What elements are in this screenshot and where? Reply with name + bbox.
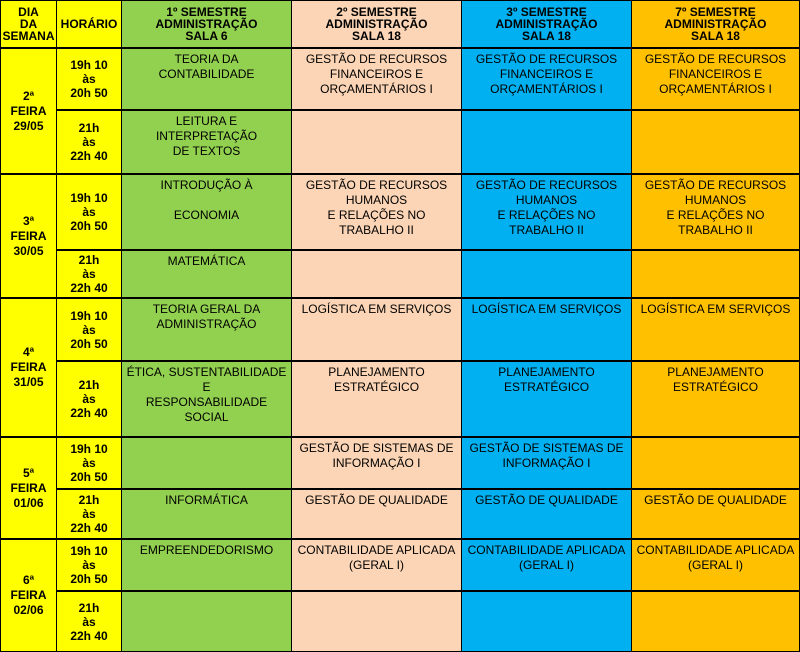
course-name: LOGÍSTICA EM SERVIÇOS: [471, 302, 622, 316]
course-name: [292, 594, 461, 595]
course-cell: [291, 437, 462, 489]
course-name: TEORIA DA CONTABILIDADE: [158, 52, 255, 81]
time-slot-label: 19h 10 às 20h 50: [70, 191, 108, 233]
course-name: GESTÃO DE RECURSOS FINANCEIROS E ORÇAMENTÁRIOS I: [305, 52, 448, 96]
day-label: 5ª FEIRA 01/06: [10, 465, 47, 510]
day-cell: [0, 539, 57, 652]
time-slot-label: 19h 10 às 20h 50: [70, 544, 108, 586]
course-cell: [291, 48, 462, 110]
time-slot: [56, 361, 122, 437]
course-name: GESTÃO DE RECURSOS HUMANOS E RELAÇÕES NO TRABALHO II: [475, 178, 618, 237]
course-cell: [121, 361, 292, 437]
day-cell: [0, 48, 57, 174]
course-cell: [121, 110, 292, 174]
time-slot: [56, 539, 122, 591]
course-name: GESTÃO DE RECURSOS FINANCEIROS E ORÇAMENTÁRIOS I: [644, 52, 787, 96]
course-cell: [631, 591, 800, 652]
course-cell: [461, 48, 632, 110]
course-cell: [121, 437, 292, 489]
day-label: 3ª FEIRA 30/05: [10, 213, 47, 258]
header-col2-label: 2º SEMESTRE ADMINISTRAÇÃO SALA 18: [325, 5, 428, 43]
course-name: [632, 594, 799, 595]
course-name: GESTÃO DE QUALIDADE: [644, 493, 787, 507]
course-cell: [461, 437, 632, 489]
course-name: [462, 113, 631, 114]
course-cell: [461, 298, 632, 361]
day-label: 4ª FEIRA 31/05: [10, 345, 47, 389]
header-col4: [631, 0, 800, 48]
course-name: EMPREENDEDORISMO: [139, 543, 274, 557]
course-cell: [291, 539, 462, 591]
course-name: GESTÃO DE QUALIDADE: [475, 493, 618, 507]
time-slot: [56, 250, 122, 298]
day-cell: [0, 298, 57, 437]
course-name: CONTABILIDADE APLICADA (GERAL I): [467, 543, 626, 572]
course-name: PLANEJAMENTO ESTRATÉGICO: [328, 365, 425, 394]
header-col1-label: 1º SEMESTRE ADMINISTRAÇÃO SALA 6: [155, 5, 258, 43]
course-name: INFORMÁTICA: [165, 493, 248, 507]
course-cell: [461, 174, 632, 250]
time-slot-label: 21h às 22h 40: [70, 121, 108, 163]
time-slot-label: 21h às 22h 40: [70, 253, 108, 295]
course-cell: [291, 591, 462, 652]
header-day-label: DIA DA SEMANA: [2, 5, 55, 43]
course-cell: [121, 174, 292, 250]
course-name: GESTÃO DE QUALIDADE: [305, 493, 448, 507]
course-cell: [121, 250, 292, 298]
course-cell: [631, 361, 800, 437]
course-cell: [291, 250, 462, 298]
time-slot-label: 19h 10 às 20h 50: [70, 442, 108, 484]
course-name: [292, 253, 461, 254]
day-cell: [0, 174, 57, 298]
header-col3: [461, 0, 632, 48]
course-name: GESTÃO DE RECURSOS HUMANOS E RELAÇÕES NO TRABALHO II: [644, 178, 787, 237]
course-name: [122, 440, 291, 441]
course-cell: [631, 250, 800, 298]
course-name: CONTABILIDADE APLICADA (GERAL I): [297, 543, 456, 572]
time-slot: [56, 591, 122, 652]
course-cell: [631, 298, 800, 361]
time-slot: [56, 489, 122, 539]
course-name: [462, 594, 631, 595]
course-name: [632, 113, 799, 114]
time-slot: [56, 437, 122, 489]
course-cell: [121, 298, 292, 361]
header-time-label: HORÁRIO: [60, 17, 118, 31]
course-name: LEITURA E INTERPRETAÇÃO DE TEXTOS: [155, 114, 258, 158]
course-cell: [631, 110, 800, 174]
course-cell: [121, 591, 292, 652]
course-cell: [291, 489, 462, 539]
header-time: [56, 0, 122, 48]
header-day: [0, 0, 57, 48]
course-name: [462, 253, 631, 254]
course-cell: [631, 174, 800, 250]
course-cell: [291, 298, 462, 361]
time-slot: [56, 298, 122, 361]
course-name: MATEMÁTICA: [167, 254, 246, 268]
course-name: GESTÃO DE SISTEMAS DE INFORMAÇÃO I: [299, 441, 454, 470]
course-cell: [461, 489, 632, 539]
course-name: GESTÃO DE RECURSOS HUMANOS E RELAÇÕES NO TRABALHO II: [305, 178, 448, 237]
header-col2: [291, 0, 462, 48]
course-name: TEORIA GERAL DA ADMINISTRAÇÃO: [152, 302, 261, 331]
course-cell: [631, 48, 800, 110]
course-name: [632, 440, 799, 441]
course-cell: [121, 48, 292, 110]
course-cell: [461, 110, 632, 174]
day-label: 2ª FEIRA 29/05: [10, 88, 47, 133]
course-name: GESTÃO DE SISTEMAS DE INFORMAÇÃO I: [469, 441, 624, 470]
day-cell: [0, 437, 57, 539]
course-name: ÉTICA, SUSTENTABILIDADE E RESPONSABILIDADE SOCIAL: [126, 365, 287, 424]
course-cell: [461, 539, 632, 591]
course-cell: [291, 174, 462, 250]
header-col4-label: 7º SEMESTRE ADMINISTRAÇÃO SALA 18: [664, 5, 767, 43]
course-cell: [291, 110, 462, 174]
course-cell: [121, 489, 292, 539]
time-slot: [56, 174, 122, 250]
time-slot-label: 19h 10 às 20h 50: [70, 308, 108, 351]
time-slot-label: 21h às 22h 40: [70, 378, 108, 420]
course-cell: [121, 539, 292, 591]
course-cell: [631, 489, 800, 539]
course-cell: [631, 437, 800, 489]
course-name: PLANEJAMENTO ESTRATÉGICO: [667, 365, 764, 394]
course-name: [632, 253, 799, 254]
day-label: 6ª FEIRA 02/06: [10, 573, 47, 617]
course-cell: [461, 591, 632, 652]
time-slot-label: 21h às 22h 40: [70, 493, 108, 535]
course-name: [122, 594, 291, 595]
time-slot: [56, 48, 122, 110]
time-slot: [56, 110, 122, 174]
header-col1: [121, 0, 292, 48]
header-col3-label: 3º SEMESTRE ADMINISTRAÇÃO SALA 18: [495, 5, 598, 43]
course-name: LOGÍSTICA EM SERVIÇOS: [640, 302, 791, 316]
course-name: LOGÍSTICA EM SERVIÇOS: [301, 302, 452, 316]
time-slot-label: 19h 10 às 20h 50: [70, 58, 108, 100]
course-name: [292, 113, 461, 114]
course-name: GESTÃO DE RECURSOS FINANCEIROS E ORÇAMENTÁRIOS I: [475, 52, 618, 96]
course-cell: [461, 250, 632, 298]
course-name: PLANEJAMENTO ESTRATÉGICO: [498, 365, 595, 394]
course-name: CONTABILIDADE APLICADA (GERAL I): [636, 543, 795, 572]
course-cell: [631, 539, 800, 591]
course-cell: [291, 361, 462, 437]
course-cell: [461, 361, 632, 437]
course-name: INTRODUÇÃO À ECONOMIA: [160, 178, 253, 222]
time-slot-label: 21h às 22h 40: [70, 600, 108, 643]
